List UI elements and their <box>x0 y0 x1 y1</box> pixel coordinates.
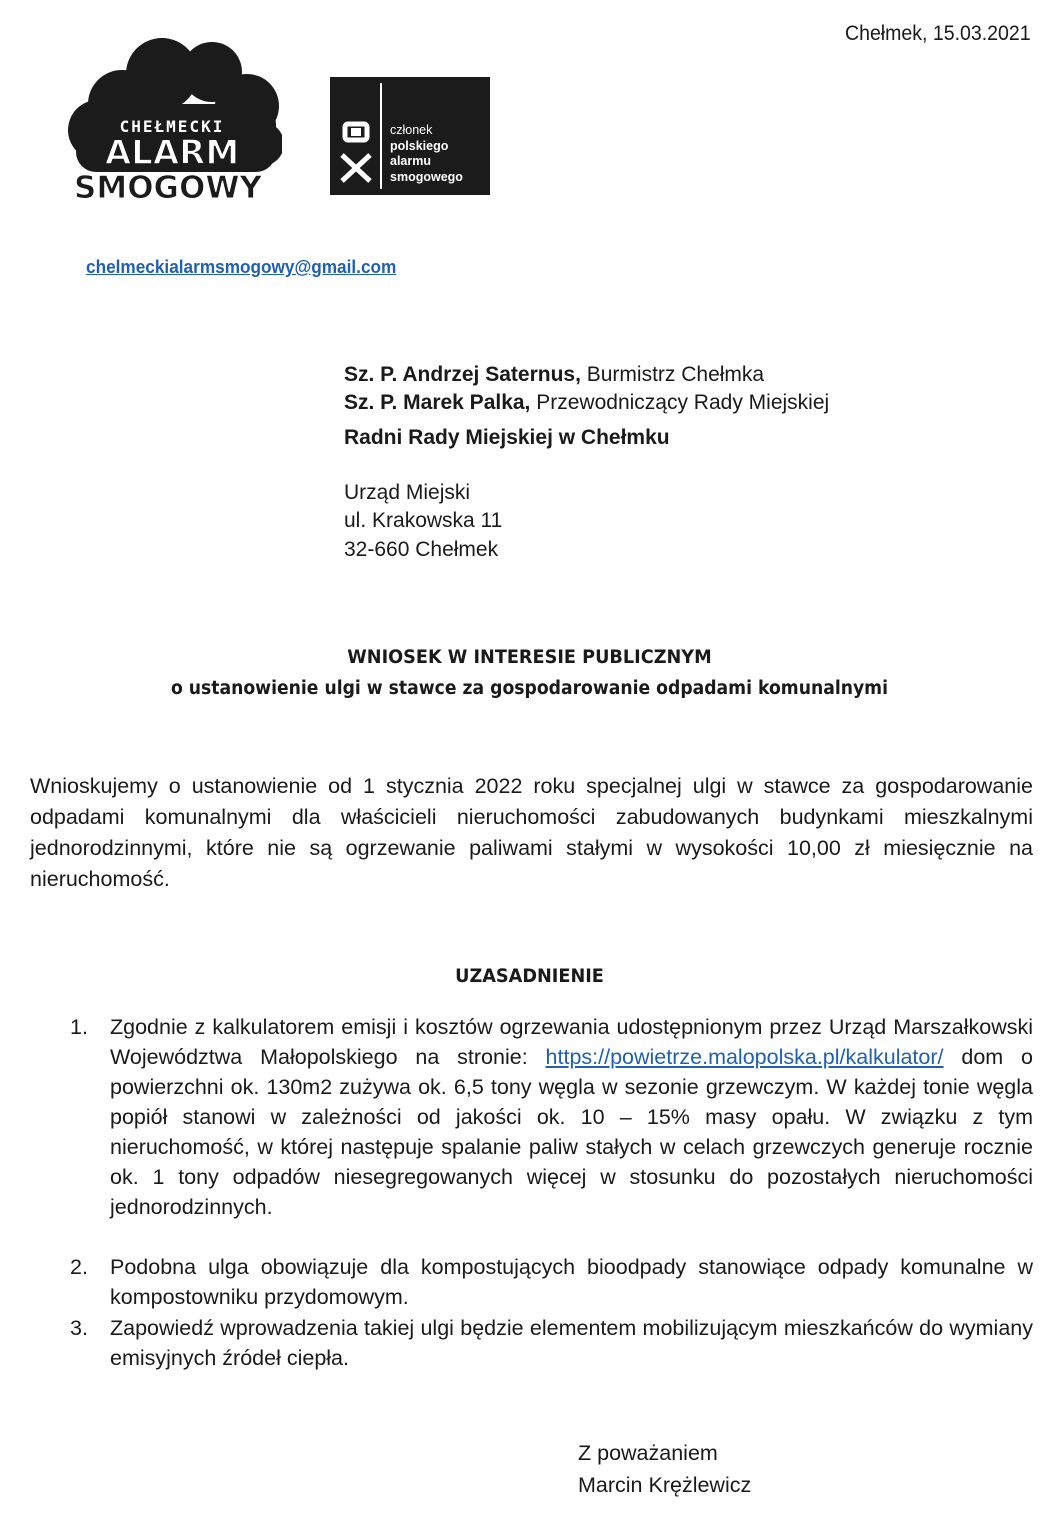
addressee-line-3: Radni Rady Miejskiej w Chełmku <box>344 426 670 449</box>
addressee-1-name: Sz. P. Andrzej Saternus, <box>344 363 581 386</box>
office-name: Urząd Miejski <box>344 481 471 504</box>
logo-line1: CHEŁMECKI <box>119 117 225 136</box>
gas-mask-icon <box>338 121 374 187</box>
chelmecki-alarm-smogowy-logo <box>62 34 282 206</box>
addressee-2-role: Przewodniczący Rady Miejskiej <box>530 391 830 414</box>
logo-line3: SMOGOWY <box>74 170 262 206</box>
list-item-number: 3. <box>70 1316 88 1340</box>
request-paragraph: Wnioskujemy o ustanowienie od 1 stycznia 2022 roku specjalnej ulgi w stawce za gospodarowanie odpadami komunalnymi dla właścicieli nieruchomości zabudowanych budynkami mieszkalnymi jednorodzinnymi, które nie są ogrzewanie paliwami stałymi w wysokości 10,00 zł miesięcznie na nieruchomość. <box>30 774 1033 891</box>
addressee-1-role: Burmistrz Chełmka <box>580 363 765 386</box>
addressee-line-2 <box>344 391 829 415</box>
member-text <box>390 123 463 185</box>
list-item-text: Zapowiedź wprowadzenia takiej ulgi będzie elementem mobilizującym mieszkańców do wymiany emisyjnych źródeł ciepła. <box>110 1316 1033 1370</box>
addressee-line-1 <box>344 363 764 387</box>
logo-divider <box>380 83 382 189</box>
list-item-text <box>110 1012 1033 1222</box>
list-item-text: Podobna ulga obowiązuje dla kompostujących bioodpady stanowiące odpady komunalne w kompostowniku przydomowym. <box>110 1255 1033 1309</box>
list-item-text-after: dom o powierzchni ok. 130m2 zużywa ok. 6,5 tony węgla w sezonie grzewczym. W każdej tonie węgla popiół stanowi w zależności od jakości ok. 10 – 15% masy opału. W związku z tym nieruchomość, w której następuje spalanie paliw stałych w celach grzewczych generuje rocznie ok. 1 tony odpadów niesegregowanych więcej w stosunku do pozostałych nieruchomości jednorodzinnych. <box>110 1045 1033 1219</box>
list-item <box>70 1012 1033 1222</box>
list-item-text-before: Zgodnie z kalkulatorem emisji i kosztów ogrzewania udostępnionym przez Urząd Marszałkowski Województwa Małopolskiego na stronie: <box>110 1015 1033 1069</box>
office-city: 32-660 Chełmek <box>344 538 499 561</box>
list-item <box>70 1313 1033 1373</box>
list-item-number: 1. <box>70 1015 88 1039</box>
member-line4: smogowego <box>390 169 463 184</box>
document-title: WNIOSEK W INTERESIE PUBLICZNYM <box>347 646 712 668</box>
justification-heading: UZASADNIENIE <box>455 965 604 987</box>
logo-line2: ALARM <box>104 133 240 173</box>
email-link[interactable]: chelmeckialarmsmogowy@gmail.com <box>86 256 397 277</box>
list-item <box>70 1252 1033 1312</box>
office-street: ul. Krakowska 11 <box>344 509 503 532</box>
signature-name: Marcin Krężlewicz <box>578 1473 752 1497</box>
list-item-number: 2. <box>70 1255 88 1279</box>
member-line1: członek <box>390 123 433 137</box>
closing-greeting: Z poważaniem <box>578 1441 718 1465</box>
document-subtitle: o ustanowienie ulgi w stawce za gospodarowanie odpadami komunalnymi <box>170 678 889 699</box>
calculator-link[interactable]: https://powietrze.malopolska.pl/kalkulator/ <box>545 1045 944 1069</box>
addressee-2-name: Sz. P. Marek Palka, <box>344 391 531 414</box>
member-line3: alarmu <box>390 154 431 168</box>
letter-date: Chełmek, 15.03.2021 <box>845 22 1031 45</box>
polski-alarm-smogowy-member-logo <box>330 77 490 195</box>
member-line2: polskiego <box>390 138 449 153</box>
